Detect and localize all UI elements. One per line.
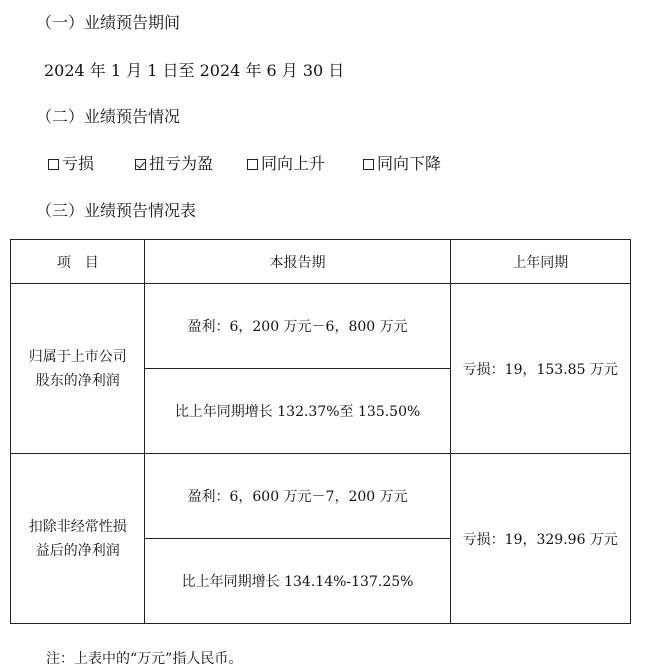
header-prior-period: 上年同期	[450, 240, 630, 284]
table-row	[11, 454, 631, 539]
option-decrease[interactable]	[363, 154, 441, 174]
item-label: 扣除非经常性损	[28, 518, 127, 535]
prior-period-value: 亏损：19，153.85 万元	[450, 284, 630, 454]
period-value: 2024 年 1 月 1 日至 2024 年 6 月 30 日	[44, 61, 345, 80]
table-row	[11, 284, 631, 369]
checkbox-checked-icon[interactable]	[135, 159, 146, 170]
option-turnaround[interactable]	[135, 154, 213, 174]
option-label: 同向上升	[261, 154, 326, 173]
checkbox-unchecked-icon[interactable]	[48, 159, 59, 170]
forecast-type-options	[48, 154, 608, 174]
checkbox-unchecked-icon[interactable]	[363, 159, 374, 170]
current-profit-value: 盈利：6，600 万元－7，200 万元	[145, 454, 450, 539]
period-heading: （一）业绩预告期间	[36, 13, 181, 32]
item-label: 归属于上市公司	[28, 348, 127, 365]
checkbox-unchecked-icon[interactable]	[247, 159, 258, 170]
table-header-row	[11, 240, 631, 284]
option-increase[interactable]	[247, 154, 325, 174]
prior-period-value: 亏损：19，329.96 万元	[450, 454, 630, 624]
header-current-period: 本报告期	[145, 240, 450, 284]
current-growth-value: 比上年同期增长 134.14%-137.25%	[145, 539, 450, 624]
current-profit-value: 盈利：6，200 万元－6，800 万元	[145, 284, 450, 369]
option-loss[interactable]	[48, 154, 94, 174]
option-label: 同向下降	[377, 154, 442, 173]
item-label: 股东的净利润	[35, 372, 120, 389]
header-item: 项 目	[11, 240, 145, 284]
situation-heading: （二）业绩预告情况	[36, 107, 181, 126]
footnote: 注：上表中的“万元”指人民币。	[46, 651, 243, 667]
item-label: 益后的净利润	[35, 542, 120, 559]
option-label: 扭亏为盈	[149, 154, 214, 173]
forecast-table	[10, 239, 631, 624]
option-label: 亏损	[62, 154, 95, 173]
current-growth-value: 比上年同期增长 132.37%至 135.50%	[145, 369, 450, 454]
row-item-adjusted-net-profit	[11, 454, 145, 624]
table-heading: （三）业绩预告情况表	[36, 201, 197, 220]
row-item-net-profit	[11, 284, 145, 454]
